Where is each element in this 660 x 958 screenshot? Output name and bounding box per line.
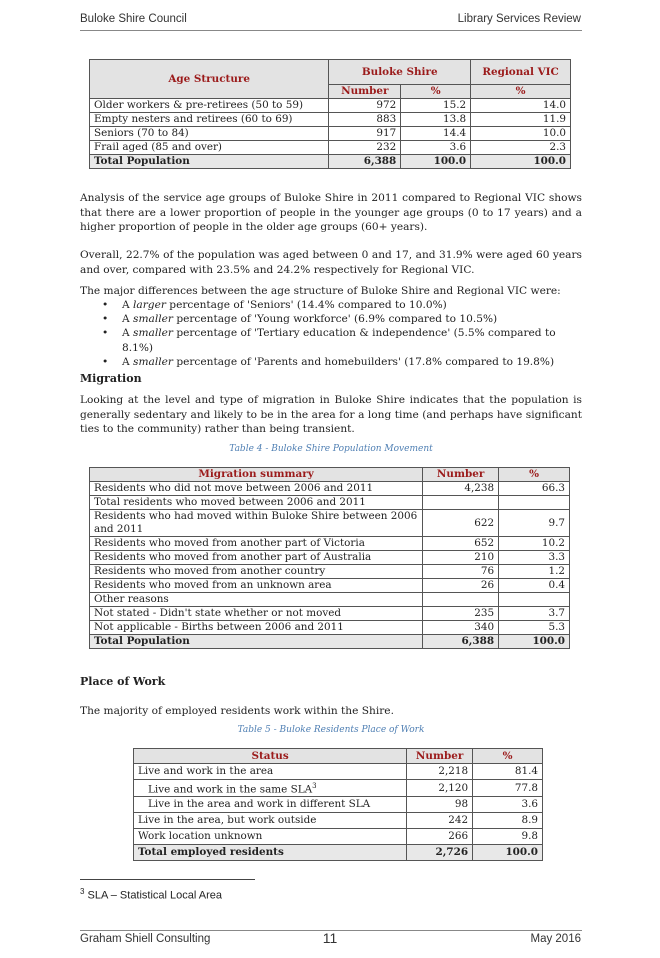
regional-vic-header: Regional VIC [471,60,571,85]
row-number: 917 [329,127,401,141]
number-header: Number [423,468,499,482]
row-label: Frail aged (85 and over) [90,141,329,155]
row-pct: 14.4 [401,127,471,141]
age-structure-header: Age Structure [90,60,329,99]
row-pct: 15.2 [401,99,471,113]
list-item: • A smaller percentage of 'Parents and homebuilders' (17.8% compared to 19.8%) [100,355,580,369]
table-row: Total residents who moved between 2006 and 2011 [90,496,570,510]
paragraph-analysis: Analysis of the service age groups of Buloke Shire in 2011 compared to Regional VIC shows that there are a lower proportion of people in the younger age groups (0 to 17 years) and a higher proportion of people in the older age groups (60+ years). [80,192,582,233]
table-row: Residents who moved from another country 76 1.2 [90,565,570,579]
table-5-caption: Table 5 - Buloke Residents Place of Work [237,725,425,735]
status-header: Status [134,749,407,764]
row-label: Empty nesters and retirees (60 to 69) [90,113,329,127]
total-regional: 100.0 [471,155,571,169]
number-header: Number [407,749,473,764]
table-row: Residents who had moved within Buloke Shire between 2006 and 2011 622 9.7 [90,510,570,537]
row-number: 883 [329,113,401,127]
table-row: Not stated - Didn't state whether or not moved 235 3.7 [90,607,570,621]
paragraph-migration: Looking at the level and type of migration in Buloke Shire indicates that the population is generally sedentary and likely to be in the area for a long time (and perhaps have significant ties to the community) rather than being transient. [80,394,582,435]
migration-summary-header: Migration summary [90,468,423,482]
page-number: 11 [322,930,338,946]
row-label: Seniors (70 to 84) [90,127,329,141]
footnote-rule [80,879,255,880]
table-row [90,141,571,155]
total-row: Total Population 6,388 100.0 [90,635,570,649]
migration-heading: Migration [80,372,142,385]
place-of-work-heading: Place of Work [80,675,166,688]
table-row: Work location unknown 266 9.8 [134,829,543,845]
table-row: Residents who moved from an unknown area 26 0.4 [90,579,570,593]
paragraph-overall: Overall, 22.7% of the population was aged between 0 and 17, and 31.9% were aged 60 years and over, compared with 23.5% and 24.2% respectively for Regional VIC. [80,249,582,276]
total-number: 6,388 [329,155,401,169]
table-row: Live in the area, but work outside 242 8.9 [134,813,543,829]
header-rule [80,30,582,31]
footnote [80,887,222,902]
row-number: 972 [329,99,401,113]
pct-header: % [473,749,543,764]
list-item: • A larger percentage of 'Seniors' (14.4% compared to 10.0%) [100,298,580,312]
row-label: Older workers & pre-retirees (50 to 59) [90,99,329,113]
row-pct: 13.8 [401,113,471,127]
row-regional: 11.9 [471,113,571,127]
list-item: • A smaller percentage of 'Tertiary education & independence' (5.5% compared to 8.1%) [100,326,580,354]
table-row: Residents who moved from another part of Victoria 652 10.2 [90,537,570,551]
row-number: 232 [329,141,401,155]
buloke-shire-header: Buloke Shire [329,60,471,85]
table-row: Live in the area and work in different SLA 98 3.6 [134,797,543,813]
place-of-work-table [133,748,543,861]
pct-header: % [401,85,471,99]
migration-table [89,467,570,649]
footer-left: Graham Shiell Consulting [80,933,211,945]
total-row: Total employed residents 2,726 100.0 [134,845,543,861]
header-left: Buloke Shire Council [80,13,187,25]
paragraph-differences: The major differences between the age structure of Buloke Shire and Regional VIC were: [80,285,561,297]
row-pct: 3.6 [401,141,471,155]
row-regional: 2.3 [471,141,571,155]
table-row: Residents who moved from another part of Australia 210 3.3 [90,551,570,565]
footnote-text: SLA – Statistical Local Area [84,889,223,902]
footer-right: May 2016 [530,933,581,945]
paragraph-work: The majority of employed residents work within the Shire. [80,705,394,717]
table-row [90,113,571,127]
footnote-ref[interactable]: 3 [312,782,317,790]
table-4-caption: Table 4 - Buloke Shire Population Movement [229,444,433,454]
table-row: Other reasons [90,593,570,607]
table-row: Not applicable - Births between 2006 and 2011 340 5.3 [90,621,570,635]
regional-pct-header: % [471,85,571,99]
number-header: Number [329,85,401,99]
row-regional: 10.0 [471,127,571,141]
row-regional: 14.0 [471,99,571,113]
total-pct: 100.0 [401,155,471,169]
pct-header: % [499,468,570,482]
footnote-mark: 3 [80,887,85,896]
total-label: Total Population [90,155,329,169]
table-row [90,99,571,113]
table-row: Live and work in the area 2,218 81.4 [134,764,543,780]
header-right: Library Services Review [457,13,581,25]
total-row [90,155,571,169]
age-structure-table [89,59,571,169]
list-item: • A smaller percentage of 'Young workforce' (6.9% compared to 10.5%) [100,312,580,326]
differences-list [100,298,580,369]
table-row: Live and work in the same SLA$^3$ 2,120 77.8 [134,780,543,797]
table-row [90,127,571,141]
table-row: Residents who did not move between 2006 and 2011 4,238 66.3 [90,482,570,496]
